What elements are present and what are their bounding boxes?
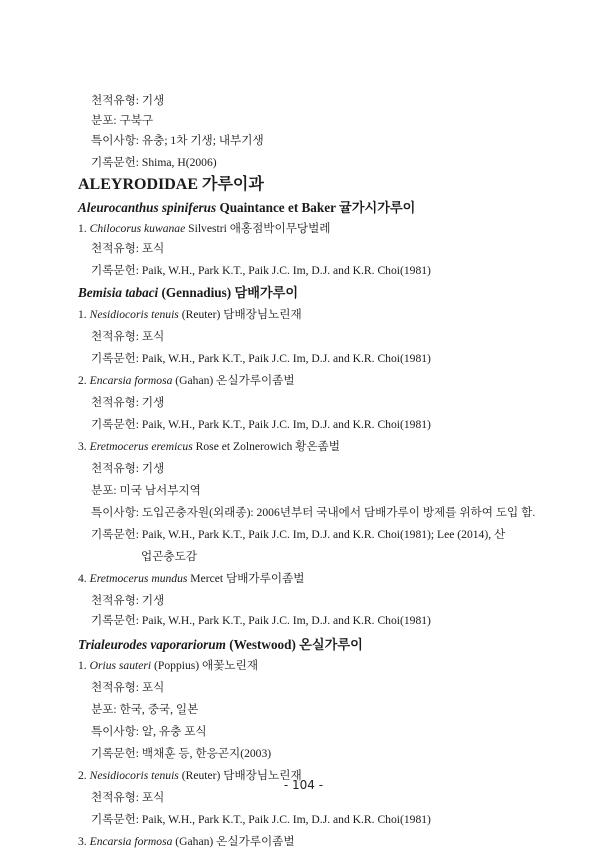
detail-line: 천적유형: 포식 xyxy=(91,791,165,804)
detail-line: 천적유형: 기생 xyxy=(91,94,165,107)
entry-number: 4. xyxy=(78,572,87,585)
enemy-author-common-name: Silvestri 애홍점박이무당벌레 xyxy=(185,222,331,235)
species-scientific-name: Trialeurodes vaporariorum xyxy=(78,637,226,652)
species-author-common-name: (Westwood) 온실가루이 xyxy=(225,637,363,652)
enemy-author-common-name: (Poppius) 애꽃노린재 xyxy=(151,659,259,672)
enemy-scientific-name: Nesidiocoris tenuis xyxy=(89,769,179,782)
species-author-common-name: Quaintance et Baker 귤가시가루이 xyxy=(216,200,416,215)
detail-line: 특이사항: 도입곤충자원(외래종): 2006년부터 국내에서 담배가루이 방제를 위하여 도입 함. xyxy=(91,506,536,519)
species-heading xyxy=(78,200,415,216)
enemy-author-common-name: (Reuter) 담배장님노린재 xyxy=(178,308,302,321)
detail-line: 기록문헌: Paik, W.H., Park K.T., Paik J.C. Im, D.J. and K.R. Choi(1981) xyxy=(91,264,431,277)
detail-line: 분포: 한국, 중국, 일본 xyxy=(91,703,199,716)
detail-line: 기록문헌: 백채훈 등, 한응곤지(2003) xyxy=(91,747,272,760)
entry-number: 3. xyxy=(78,440,87,453)
detail-line: 기록문헌: Shima, H(2006) xyxy=(91,156,217,169)
detail-line: 분포: 구북구 xyxy=(91,114,154,127)
natural-enemy-entry xyxy=(78,572,304,586)
detail-line: 기록문헌: Paik, W.H., Park K.T., Paik J.C. Im, D.J. and K.R. Choi(1981) xyxy=(91,418,431,431)
natural-enemy-entry xyxy=(78,440,340,454)
enemy-scientific-name: Orius sauteri xyxy=(89,659,152,672)
detail-line: 천적유형: 기생 xyxy=(91,594,165,607)
family-heading: ALEYRODIDAE 가루이과 xyxy=(78,176,264,193)
detail-line: 특이사항: 알, 유충 포식 xyxy=(91,725,207,738)
enemy-author-common-name: Rose et Zolnerowich 황온좀벌 xyxy=(192,440,340,453)
detail-line: 특이사항: 유충; 1차 기생; 내부기생 xyxy=(91,134,264,147)
enemy-scientific-name: Nesidiocoris tenuis xyxy=(89,308,179,321)
entry-number: 1. xyxy=(78,222,87,235)
species-heading xyxy=(78,285,298,301)
species-heading xyxy=(78,637,363,653)
enemy-scientific-name: Eretmocerus eremicus xyxy=(89,440,193,453)
entry-number: 2. xyxy=(78,769,87,782)
species-scientific-name: Aleurocanthus spiniferus xyxy=(78,200,217,215)
enemy-scientific-name: Encarsia formosa xyxy=(89,835,173,848)
text-line-continuation: 업곤충도감 xyxy=(141,550,197,563)
detail-line: 천적유형: 기생 xyxy=(91,462,165,475)
detail-line: 천적유형: 포식 xyxy=(91,681,165,694)
detail-line: 기록문헌: Paik, W.H., Park K.T., Paik J.C. Im, D.J. and K.R. Choi(1981) xyxy=(91,813,431,826)
natural-enemy-entry xyxy=(78,374,295,388)
enemy-author-common-name: Mercet 담배가루이좀벌 xyxy=(187,572,305,585)
natural-enemy-entry xyxy=(78,659,258,673)
detail-line: 기록문헌: Paik, W.H., Park K.T., Paik J.C. Im, D.J. and K.R. Choi(1981); Lee (2014), 산 xyxy=(91,528,506,541)
natural-enemy-entry xyxy=(78,308,302,322)
entry-number: 3. xyxy=(78,835,87,848)
entry-number: 2. xyxy=(78,374,87,387)
enemy-author-common-name: (Reuter) 담배장님노린재 xyxy=(178,769,302,782)
entry-number: 1. xyxy=(78,308,87,321)
enemy-author-common-name: (Gahan) 온실가루이좀벌 xyxy=(172,835,295,848)
page-number: - 104 - xyxy=(283,778,324,792)
detail-line: 천적유형: 포식 xyxy=(91,242,165,255)
species-scientific-name: Bemisia tabaci xyxy=(78,285,159,300)
enemy-author-common-name: (Gahan) 온실가루이좀벌 xyxy=(172,374,295,387)
detail-line: 분포: 미국 남서부지역 xyxy=(91,484,201,497)
enemy-scientific-name: Encarsia formosa xyxy=(89,374,173,387)
enemy-scientific-name: Chilocorus kuwanae xyxy=(89,222,186,235)
natural-enemy-entry xyxy=(78,222,331,236)
detail-line: 기록문헌: Paik, W.H., Park K.T., Paik J.C. Im, D.J. and K.R. Choi(1981) xyxy=(91,614,431,627)
species-author-common-name: (Gennadius) 담배가루이 xyxy=(158,285,299,300)
entry-number: 1. xyxy=(78,659,87,672)
detail-line: 천적유형: 기생 xyxy=(91,396,165,409)
detail-line: 기록문헌: Paik, W.H., Park K.T., Paik J.C. Im, D.J. and K.R. Choi(1981) xyxy=(91,352,431,365)
enemy-scientific-name: Eretmocerus mundus xyxy=(89,572,188,585)
natural-enemy-entry xyxy=(78,835,295,849)
detail-line: 천적유형: 포식 xyxy=(91,330,165,343)
